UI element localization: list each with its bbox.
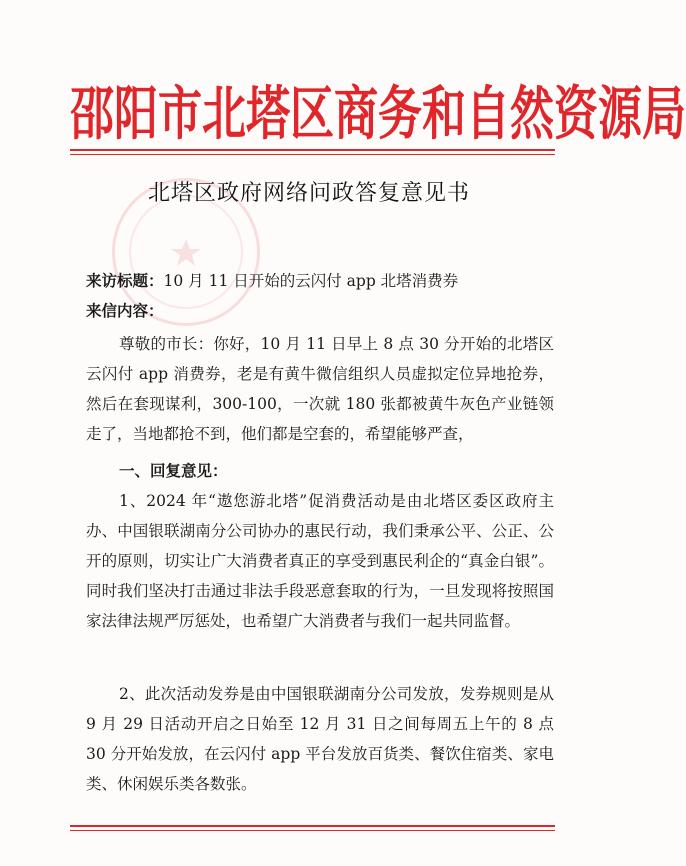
letter-body: 尊敬的市长：你好，10 月 11 日早上 8 点 30 分开始的北塔区云闪付 app 消费券，老是有黄牛微信组织人员虚拟定位异地抢券，然后在套现谋利，300-100，一次就 180 张都被黄牛灰色产业链领走了，当地都抢不到，他们都是空套的，希望能够严查，	[86, 335, 554, 443]
letterhead-rule-top	[70, 149, 555, 151]
letterhead-rule-bottom	[70, 154, 555, 155]
footer-rule-top	[70, 825, 555, 827]
subject-label: 来访标题：	[86, 271, 164, 290]
subject-value: 10 月 11 日开始的云闪付 app 北塔消费券	[163, 272, 459, 290]
reply-paragraph-2: 2、此次活动发券是由中国银联湖南分公司发放，发券规则是从 9 月 29 日活动开启之日始至 12 月 31 日之间每周五上午的 8 点 30 分开始发放，在云闪付 app 平台发放百货类、餐饮住宿类、家电类、休闲娱乐类各数张。	[86, 685, 554, 793]
content-label: 来信内容：	[86, 301, 164, 320]
letterhead-title: 邵阳市北塔区商务和自然资源局	[70, 81, 686, 147]
reply-paragraph-1: 1、2024 年“遨您游北塔”促消费活动是由北塔区委区政府主办、中国银联湖南分公司协办的惠民行动，我们秉承公平、公正、公开的原则，切实让广大消费者真正的享受到惠民利企的“真金白银”。同时我们坚决打击通过非法手段恶意套取的行为，一旦发现将按照国家法律法规严厉惩处，也希望广大消费者与我们一起共同监督。	[86, 492, 554, 630]
footer-rule-bottom	[70, 830, 555, 831]
subject-line	[86, 266, 554, 296]
reply-heading: 一、回复意见：	[119, 461, 228, 480]
document-title: 北塔区政府网络问政答复意见书	[147, 181, 470, 206]
